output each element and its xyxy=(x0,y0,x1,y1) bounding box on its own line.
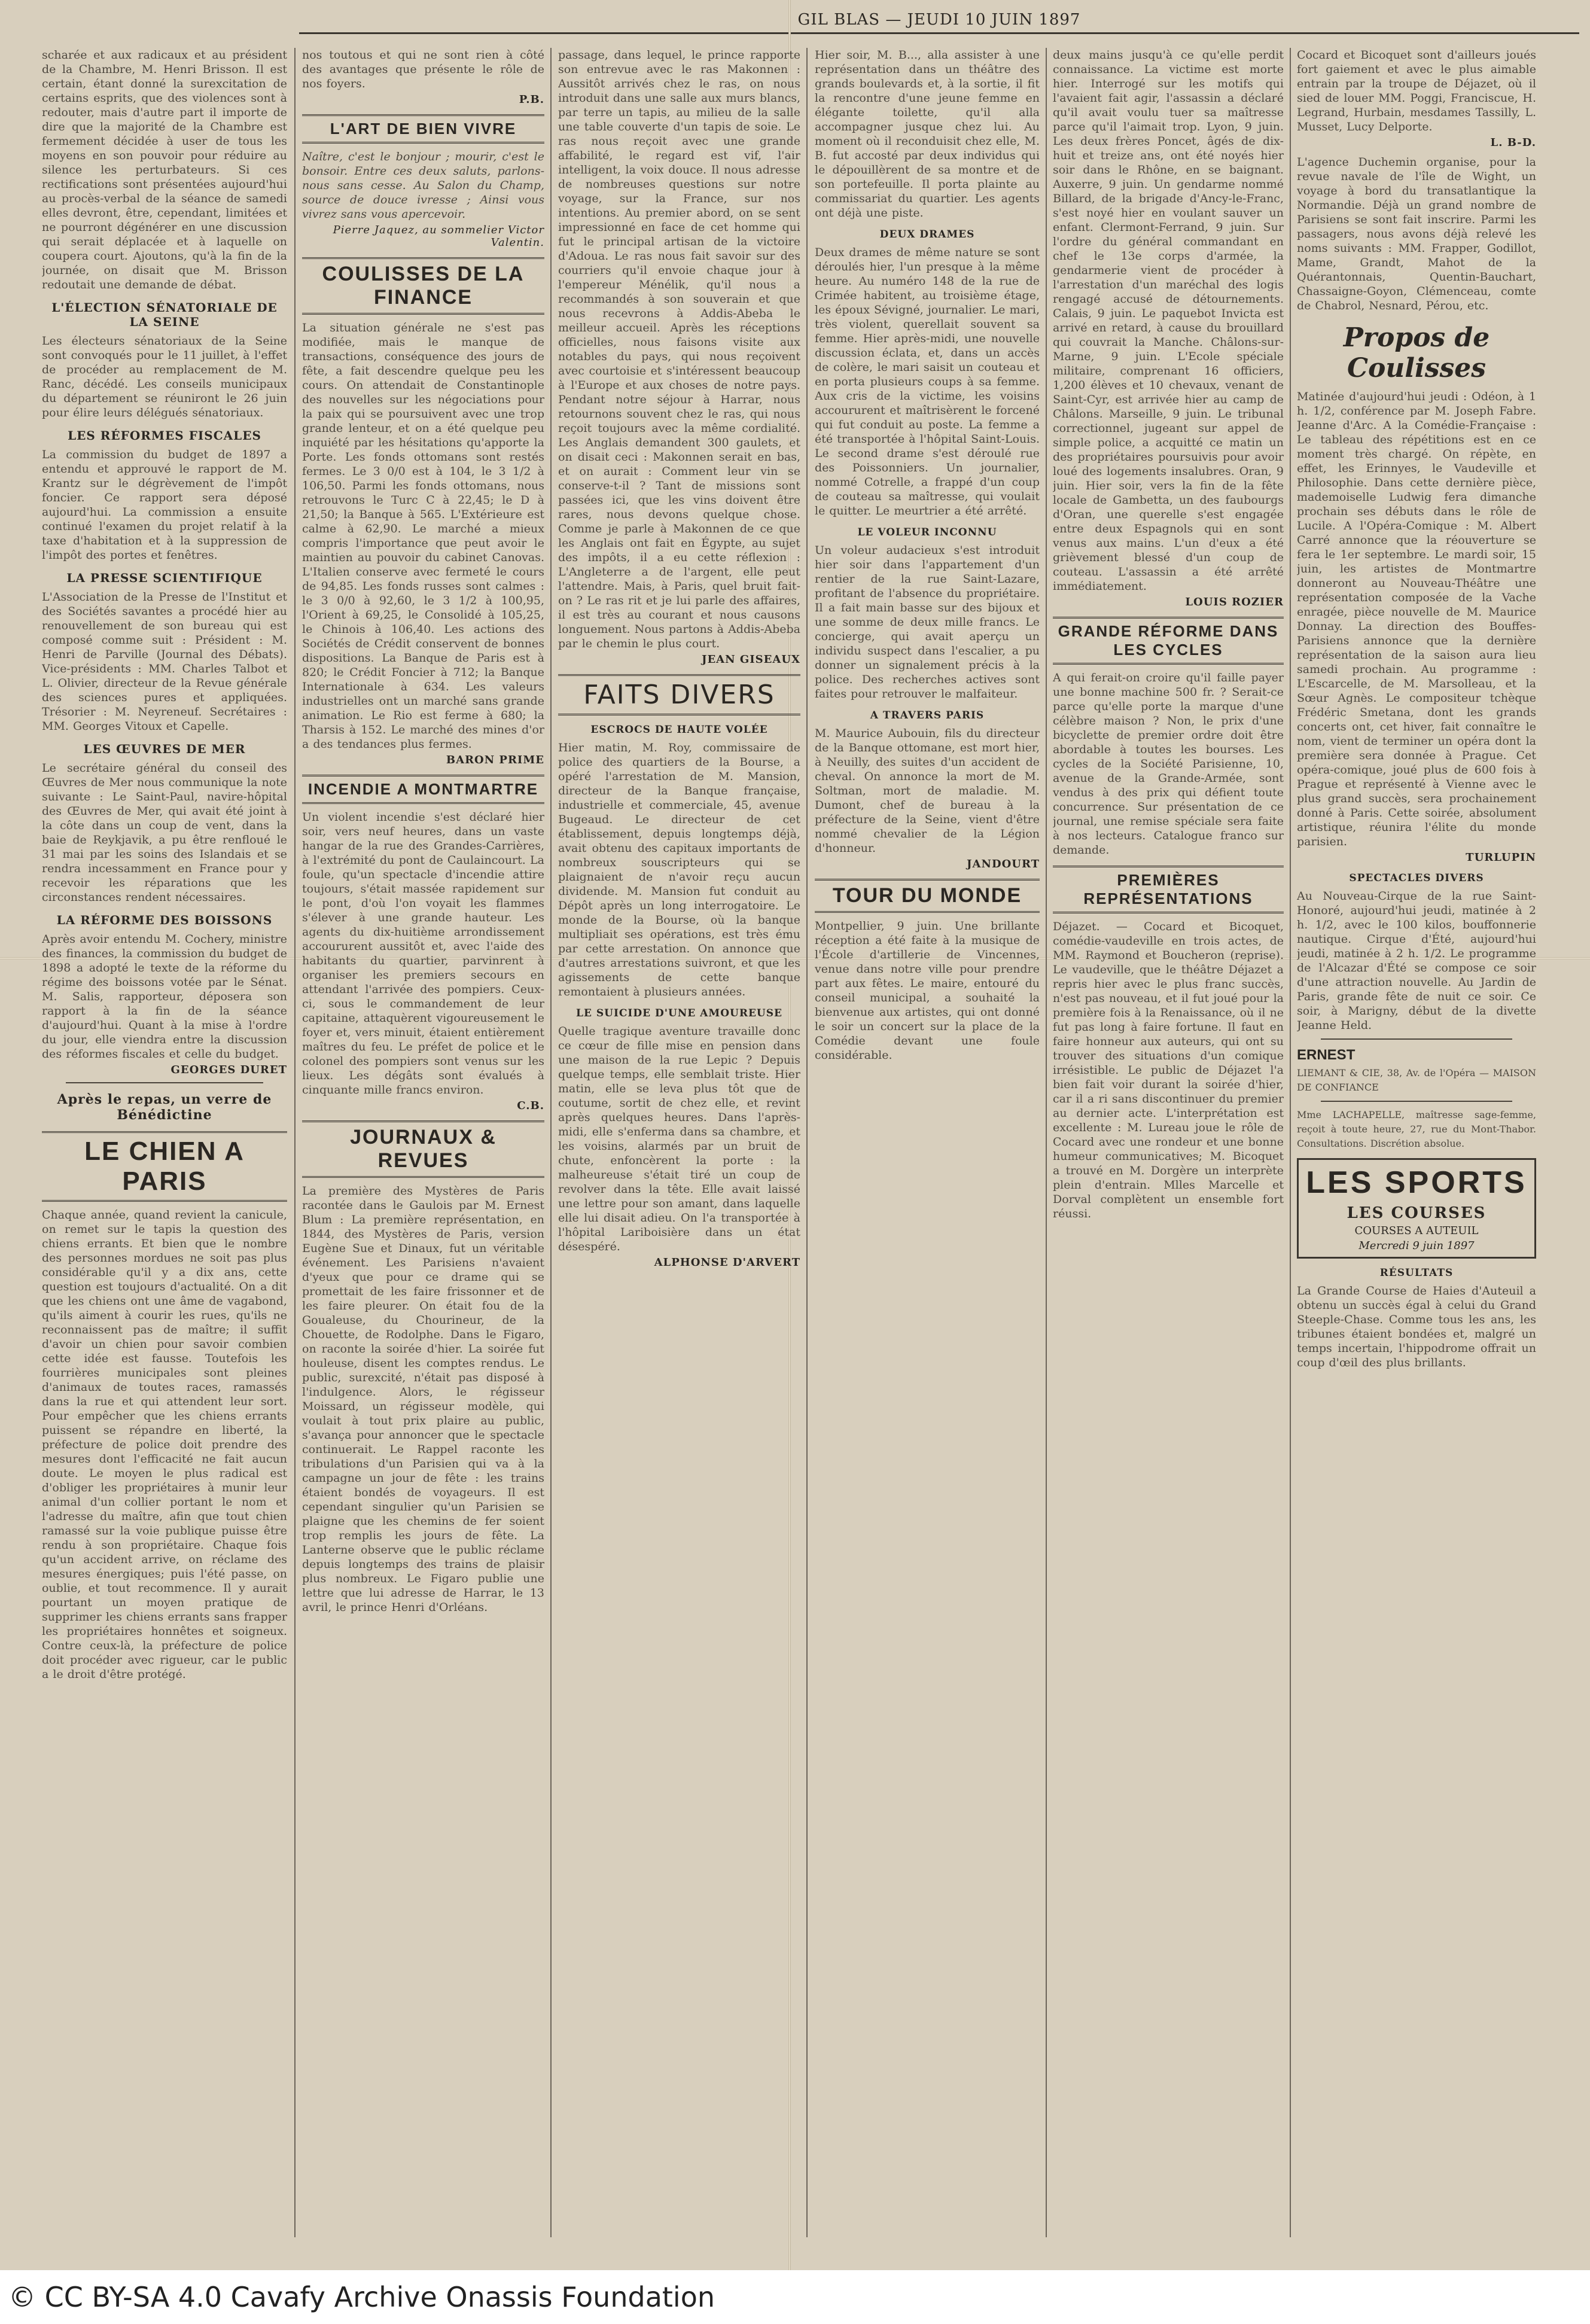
article-headline: COULISSES DE LA FINANCE xyxy=(302,257,544,315)
column-2 xyxy=(302,48,544,2249)
section-subhead: LE VOLEUR INCONNU xyxy=(857,526,997,538)
article-headline: Propos de Coulisses xyxy=(1343,322,1490,383)
running-head: GIL BLAS — JEUDI 10 JUIN 1897 xyxy=(299,11,1579,34)
column-6 xyxy=(1297,48,1536,2249)
article-headline: GRANDE RÉFORME DANS LES CYCLES xyxy=(1053,617,1284,665)
article-text: Quelle tragique aventure travaille donc ce cœur de fille mise en pension dans une maison de la rue Lepic ? Depuis quelque temps, elle semblait triste. Hier matin, elle se leva plus tôt que de coutume, sortit de chez elle, et revint après quelques heures. Dans l'après-midi, elle s'enferma dans sa chambre, et les voisins, alarmés par un bruit de chute, enfoncèrent la porte : la malheureuse s'était tiré un coup de revolver dans la tête. Elle avait laissé une lettre pour son amant, dans laquelle elle lui disait adieu. On l'a transportée à l'hôpital Lariboisière dans un état désespéré. xyxy=(558,1025,800,1253)
article-text: Après avoir entendu M. Cochery, ministre des finances, la commission du budget de 1898 a adopté le texte de la réforme du régime des boissons votée par le Sénat. M. Salis, rapporteur, déposera son rapport à la fin de la séance d'aujourd'hui. Quant à la mise à l'ordre du jour, elle viendra entre la discussion des réformes fiscales et celle du budget. xyxy=(42,933,287,1061)
article-text: scharée et aux radicaux et au président de la Chambre, M. Henri Brisson. Il est certain, étant donné la surexcitation de certains esprits, que des violences sont à redouter, mais d'autre part il importe de dire que la majorité de la Chambre est fermement décidée à user de tous les moyens en son pouvoir pour réduire au silence les perturbateurs. Si ces rectifications sont présentées aujourd'hui au procès-verbal de la séance de samedi elles devront, être, cependant, limitées et ne pourront dégénérer en une discussion qui serait déplacée et à laquelle on coupera court. Ajoutons, qu'à la fin de la journée, on disait que M. Brisson redoutait une demande de débat. xyxy=(42,48,287,291)
article-headline: FAITS DIVERS xyxy=(558,674,800,715)
section-subhead: LES RÉFORMES FISCALES xyxy=(68,428,261,443)
column-rule xyxy=(1046,48,1047,2237)
section-subhead: LA PRESSE SCIENTIFIQUE xyxy=(66,571,263,585)
article-text: La commission du budget de 1897 a entendu et approuvé le rapport de M. Krantz sur le dégrèvement de l'impôt foncier. Ce rapport sera déposé aujourd'hui. La commission a ensuite continué l'examen du projet relatif à la taxe d'habitation et à la suppression de l'impôt des portes et fenêtres. xyxy=(42,448,287,562)
author-signature: P.B. xyxy=(519,93,544,106)
author-signature: TURLUPIN xyxy=(1466,851,1536,864)
author-signature: C.B. xyxy=(517,1099,544,1112)
article-text: Le secrétaire général du conseil des Œuvres de Mer nous communique la note suivante : Le Saint-Paul, navire-hôpital des Œuvres de Mer, qui avait été joint à la côte dans un coup de vent, dans la baie de Reykjavik, a pu être renfloué le 31 mai par les soins des Islandais et se rendra incessamment en France pour y recevoir les réparations que les circonstances rendent nécessaires. xyxy=(42,762,287,904)
article-text: deux mains jusqu'à ce qu'elle perdit connaissance. La victime est morte hier. Interrogé sur les motifs qui l'avaient fait agir, l'assassin a déclaré qu'il avait voulu tuer sa maîtresse parce qu'il l'aimait trop. Lyon, 9 juin. Les deux frères Poncet, âgés de dix-huit et treize ans, ont été noyés hier soir dans le Rhône, en se baignant. Auxerre, 9 juin. Un gendarme nommé Billard, de la brigade d'Ancy-le-Franc, s'est noyé hier en voulant sauver un enfant. Clermont-Ferrand, 9 juin. Sur l'ordre du général commandant en chef le 13e corps d'armée, la gendarmerie vient de procéder à l'arrestation d'un maréchal des logis rengagé accusé de détournements. Calais, 9 juin. Le paquebot Invicta est arrivé en retard, à cause du brouillard qui couvrait la Manche. Châlons-sur-Marne, 9 juin. L'Ecole spéciale militaire, comprenant 16 officiers, 1,200 élèves et 10 chevaux, venant de Saint-Cyr, est arrivée hier au camp de Châlons. Marseille, 9 juin. Le tribunal correctionnel, jugeant sur appel de simple police, a acquitté ce matin un des propriétaires poursuivis pour avoir loué des logements insalubres. Oran, 9 juin. Hier soir, vers la fin de la fête locale de Gambetta, un des faubourgs d'Oran, une querelle s'est engagée entre deux Espagnols qui en sont venus aux mains. L'un d'eux a été grièvement blessé d'un coup de couteau. L'assassin a été arrêté immédiatement. xyxy=(1053,48,1284,593)
article-text: Hier matin, M. Roy, commissaire de police des quartiers de la Bourse, a opéré l'arrestation de M. Mansion, directeur de la Banque française, industrielle et commerciale, 45, avenue Bugeaud. Le directeur de cet établissement, depuis longtemps déjà, avait obtenu des capitaux importants de nombreux souscripteurs qui se plaignaient de n'avoir reçu aucun dividende. M. Mansion fut conduit au Dépôt après un long interrogatoire. Le monde de la Bourse, où la banque multipliait ses opérations, est très ému par cette arrestation. On annonce que d'autres arrestations suivront, et que les agissements de cette banque remontaient à plusieurs années. xyxy=(558,741,800,998)
author-signature: ALPHONSE D'ARVERT xyxy=(654,1256,800,1269)
article-text: L'agence Duchemin organise, pour la revue navale de l'île de Wight, un voyage à bord du transatlantique la Normandie. Déjà un grand nombre de Parisiens se sont fait inscrire. Parmi les passagers, nous avons déjà relevé les noms suivants : MM. Frapper, Godillot, Mame, Grandt, Mahot de la Quérantonnais, Quentin-Bauchart, Chassaigne-Goyon, Clémenceau, comte de Chabrol, Nesnard, Pérou, etc. xyxy=(1297,156,1536,312)
divider xyxy=(1321,1038,1512,1040)
section-subhead: LA RÉFORME DES BOISSONS xyxy=(56,913,273,927)
section-subhead: A TRAVERS PARIS xyxy=(870,709,985,721)
divider xyxy=(66,1082,263,1083)
article-headline: INCENDIE A MONTMARTRE xyxy=(302,775,544,804)
article-text: Déjazet. — Cocard et Bicoquet, comédie-vaudeville en trois actes, de MM. Raymond et Boucheron (reprise). Le vaudeville, que le théâtre Déjazet a repris hier avec le plus franc succès, n'est pas nouveau, et il fut joué pour la première fois à la Renaissance, où il ne fut pas long à faire fortune. Il faut en faire honneur aux auteurs, qui ont su trouver des situations d'un comique irrésistible. Le public de Déjazet l'a bien fait voir durant la soirée d'hier, car il a ri sans discontinuer du premier au dernier acte. L'interprétation est excellente : M. Lureau joue le rôle de Cocard avec une rondeur et une bonne humeur communicatives; M. Bicoquet a trouvé en M. Dorgère un interprète plein d'entrain. Mlles Marcelle et Dorval complètent un ensemble fort réussi. xyxy=(1053,920,1284,1220)
article-text: Un violent incendie s'est déclaré hier soir, vers neuf heures, dans un vaste hangar de la rue des Grandes-Carrières, à l'extrémité du pont de Caulaincourt. La foule, qu'un spectacle d'incendie attire toujours, s'était massée rapidement sur le pont, d'où l'on voyait les flammes s'élever à une grande hauteur. Les agents du dix-huitième arrondissement accoururent aussitôt et, avec l'aide des habitants du quartier, parvinrent à organiser les premiers secours en attendant l'arrivée des pompiers. Ceux-ci, sous le commandement de leur capitaine, attaquèrent vigoureusement le foyer et, vers minuit, étaient entièrement maîtres du feu. Le préfet de police et le colonel des pompiers sont venus sur les lieux. Les dégâts sont évalués à cinquante mille francs environ. xyxy=(302,811,544,1096)
section-subhead: ESCROCS DE HAUTE VOLÉE xyxy=(590,724,768,736)
author-signature: JEAN GISEAUX xyxy=(701,653,800,666)
article-headline: PREMIÈRES REPRÉSENTATIONS xyxy=(1053,866,1284,913)
advertisement-tagline: Après le repas, un verre de Bénédictine xyxy=(57,1092,272,1123)
article-text: La situation générale ne s'est pas modifiée, mais le manque de transactions, conséquence des jours de fête, a fait descendre quelque peu les cours. On attendait de Constantinople des nouvelles sur les négociations pour la paix qui se poursuivent avec une trop grande lenteur, et on a été quelque peu inquiété par les hésitations qu'apporte la Porte. Les fonds ottomans sont restés fermes. Le 3 0/0 est à 104, le 3 1/2 à 106,50. Parmi les fonds ottomans, nous retrouvons le Turc C à 22,45; le D à 21,50; la Banque à 565. L'Extérieure est calme à 62,90. Le marché a mieux compris l'importance que peut avoir le maintien au pouvoir du cabinet Canovas. L'Italien conserve avec fermeté le cours de 94,85. Les fonds russes sont calmes : le 3 0/0 à 92,60, le 3 1/2 à 100,95, l'Orient à 69,25, le Consolidé à 105,25, le Chinois à 106,40. Les actions des Sociétés de Crédit conservent de bonnes dispositions. La Banque de Paris est à 820; le Crédit Foncier à 712; la Banque Internationale à 634. Les valeurs industrielles ont un marché sans grande animation. Le Rio est ferme à 680; la Tharsis à 152. Le marché des mines d'or a des tendances plus fermes. xyxy=(302,321,544,751)
article-text: passage, dans lequel, le prince rapporte son entrevue avec le ras Makonnen : Aussitôt arrivés chez le ras, on nous introduit dans une salle aux murs blancs, par terre un tapis, au milieu de la salle une table couverte d'un tapis de soie. Le ras nous reçoit avec une grande affabilité, le regard est vif, l'air intelligent, la voix douce. Il nous adresse de nombreuses questions sur notre voyage, sur la France, sur nos intentions. Au premier abord, on se sent impressionné en face de cet homme qui fut le principal artisan de la victoire d'Adoua. Le ras nous fait savoir sur des courriers qu'il envoie chaque jour à l'empereur Ménélik, qu'il nous a recommandés à son souverain et que nous recevrons à Addis-Abeba le meilleur accueil. Après les réceptions officielles, nous faisons visite aux notables du pays, qui nous reçoivent avec courtoisie et s'intéressent beaucoup à l'Europe et aux choses de notre pays. Pendant notre séjour à Harrar, nous retournons souvent chez le ras, qui nous reçoit toujours avec la même cordialité. Les Anglais demandent 300 gaulets, et on disait ceci : Makonnen serait en bas, et on aurait : Comment leur vin se conserve-t-il ? Tant de missions sont passées ici, que les vins doivent être rares, nous devons quelque chose. Comme je parle à Makonnen de ce que les Anglais ont fait en Égypte, au sujet des impôts, il a eu cette réflexion : L'Angleterre a de l'argent, elle peut l'attendre. Mais, à Paris, quel bruit fait-on ? Le ras rit et je lui parle des affaires, il est très au courant et nous causons longuement. Nous partons à Addis-Abeba par le chemin le plus court. xyxy=(558,48,800,650)
article-text: Les électeurs sénatoriaux de la Seine sont convoqués pour le 11 juillet, à l'effet de procéder au remplacement de M. Ranc, décédé. Les conseils municipaux du département se réuniront le 26 juin pour élire leurs délégués sénatoriaux. xyxy=(42,334,287,419)
divider xyxy=(1321,1101,1512,1102)
author-signature: GEORGES DURET xyxy=(170,1064,287,1076)
column-3 xyxy=(558,48,800,2249)
article-headline: LE CHIEN A PARIS xyxy=(42,1131,287,1202)
section-subhead: SPECTACLES DIVERS xyxy=(1349,872,1484,884)
article-text: La première des Mystères de Paris racontée dans le Gaulois par M. Ernest Blum : La première représentation, en 1844, des Mystères de Paris, version Eugène Sue et Dinaux, fut un véritable événement. Les Parisiens n'avaient d'yeux que pour ce drame qui se promettait de les faire frissonner et de les faire pleurer. On était fou de la Goualeuse, du Chourineur, de la Chouette, de Rodolphe. Dans le Figaro, on raconte la soirée d'hier. La soirée fut houleuse, disent les comptes rendus. Le public, surexcité, n'était pas disposé à l'indulgence. Alors, le régisseur Moissard, un régisseur modèle, qui voulait à tout prix plaire au public, s'avança pour annoncer que le spectacle continuerait. Le Rappel raconte les tribulations d'un Parisien qui va à la campagne un jour de fête : les trains étaient bondés de voyageurs. Il est cependant singulier qu'un Parisien se plaigne que les chemins de fer soient trop remplis les jours de fête. La Lanterne observe que le public réclame depuis longtemps des trains de plaisir plus nombreux. Le Figaro publie une lettre que lui adresse de Harrar, le 13 avril, le prince Henri d'Orléans. xyxy=(302,1184,544,1614)
section-subhead: RÉSULTATS xyxy=(1379,1267,1454,1279)
column-rule xyxy=(550,48,552,2237)
article-text: Cocard et Bicoquet sont d'ailleurs joués fort gaiement et avec le plus aimable entrain par la troupe de Déjazet, où il sied de louer MM. Poggi, Franciscue, H. Legrand, Hurbain, mesdames Tassilly, L. Musset, Lucy Delporte. xyxy=(1297,48,1536,133)
article-headline: L'ART DE BIEN VIVRE xyxy=(302,114,544,144)
column-5 xyxy=(1053,48,1284,2249)
advertisement-text: Mme LACHAPELLE, maîtresse sage-femme, reçoit à toute heure, 27, rue du Mont-Thabor. Consultations. Discrétion absolue. xyxy=(1297,1109,1536,1149)
article-text: Montpellier, 9 juin. Une brillante réception a été faite à la musique de l'École d'artillerie de Vincennes, venue dans notre ville pour prendre part aux fêtes. Le maire, entouré du conseil municipal, a souhaité la bienvenue aux artistes, qui ont donné le soir un concert sur la place de la Comédie devant une foule considérable. xyxy=(815,919,1040,1062)
advertisement-text: LIEMANT & CIE, 38, Av. de l'Opéra — MAISON DE CONFIANCE xyxy=(1297,1067,1536,1093)
author-signature: JANDOURT xyxy=(967,858,1040,870)
column-rule xyxy=(806,48,808,2237)
article-text: Matinée d'aujourd'hui jeudi : Odéon, à 1 h. 1/2, conférence par M. Joseph Fabre. Jeanne d'Arc. A la Comédie-Française : Le tableau des répétitions est en ce moment très chargé. On répète, en effet, les Erinnyes, le Vaudeville et Philosophie. Dans cette dernière pièce, mademoiselle Ludwig fera dimanche prochain ses débuts dans le rôle de Lucile. A l'Opéra-Comique : M. Albert Carré annonce que la réouverture se fera le 1er septembre. Le mardi soir, 15 juin, les artistes de Montmartre donneront au Nouveau-Théâtre une représentation composée de la Vache enragée, pièce nouvelle de M. Maurice Donnay. La direction des Bouffes-Parisiens annonce que la dernière représentation de la saison aura lieu samedi prochain. Au programme : L'Escarcelle, de M. Marsolleau, et la Sœur Agnès. Le compositeur tchèque Frédéric Smetana, dont les grands concerts ont, cet hiver, fait connaître le nom, vient de terminer un opéra dont la première sera donnée à Prague. Cet opéra-comique, joué plus de 600 fois à Prague et représenté à Vienne avec le plus grand succès, sera prochainement donné à Paris. Cette soirée, absolument artistique, réunira l'élite du monde parisien. xyxy=(1297,390,1536,848)
article-text: M. Maurice Aubouin, fils du directeur de la Banque ottomane, est mort hier, à Neuilly, des suites d'un accident de cheval. On annonce la mort de M. Soltman, mort de maladie. M. Dumont, chef de bureau à la préfecture de la Seine, vient d'être nommé chevalier de la Légion d'honneur. xyxy=(815,727,1040,855)
article-text: Hier soir, M. B..., alla assister à une représentation dans un théâtre des grands boulevards et, à la sortie, il fit la rencontre d'une jeune femme en élégante toilette, qu'il alla accompagner jusque chez lui. Au moment où il reconduisit chez elle, M. B. fut accosté par deux individus qui le dépouillèrent de sa montre et de son portefeuille. Il porta plainte au commissariat du quartier. Les agents ont déjà une piste. xyxy=(815,48,1040,220)
section-subhead: LES ŒUVRES DE MER xyxy=(83,742,246,756)
article-text: nos toutous et qui ne sont rien à côté des avantages que présente le rôle de nos foyers. xyxy=(302,48,544,90)
article-text: Chaque année, quand revient la canicule, on remet sur le tapis la question des chiens errants. Et bien que le nombre des personnes mordues ne soit pas plus considérable qu'il y a dix ans, cette question est toujours d'actualité. On a dit que les chiens ont une âme de vagabond, qu'ils aiment à courir les rues, qu'ils ne reconnaissent pas de maître; il suffit d'avoir un chien pour savoir combien cette idée est fausse. Toutefois les fourrières municipales sont pleines d'animaux de toutes races, ramassés dans la rue et qui attendent leur sort. Pour empêcher que les chiens errants puissent se répandre en liberté, la préfecture de police doit prendre des mesures dont l'efficacité ne fait aucun doute. Le moyen le plus radical est d'obliger les propriétaires à munir leur animal d'un collier portant le nom et l'adresse du maître, afin que tout chien ramassé sur la voie publique puisse être rendu à son propriétaire. Chaque fois qu'un accident arrive, on réclame des mesures énergiques; puis l'été passe, on oublie, et tout recommence. Il y aurait pourtant un moyen pratique de supprimer les chiens errants sans frapper les propriétaires honnêtes et soigneux. Contre ceux-là, la préfecture de police doit procéder avec rigueur, car le public a le droit d'être protégé. xyxy=(42,1208,287,1681)
author-signature: Pierre Jaquez, au sommelier Victor Valentin. xyxy=(333,224,544,249)
section-subhead: LE SUICIDE D'UNE AMOUREUSE xyxy=(576,1007,782,1019)
column-4 xyxy=(815,48,1040,2249)
article-text: La Grande Course de Haies d'Auteuil a obtenu un succès égal à celui du Grand Steeple-Chase. Comme tous les ans, les tribunes étaient bondées et, malgré un temps incertain, l'hippodrome offrait un coup d'œil des plus brillants. xyxy=(1297,1284,1536,1369)
article-text: Deux drames de même nature se sont déroulés hier, l'un presque à la même heure. Au numéro 148 de la rue de Crimée habitent, au troisième étage, les époux Sévigné, journalier. Le mari, très violent, querellait souvent sa femme. Hier après-midi, une nouvelle discussion éclata, et, dans un accès de colère, le mari saisit un couteau et en porta plusieurs coups à sa femme. Aux cris de la victime, les voisins accoururent et maîtrisèrent le forcené qui fut conduit au poste. La femme a été transportée à l'hôpital Saint-Louis. Le second drame s'est déroulé rue des Poissonniers. Un journalier, nommé Cotrelle, a frappé d'un coup de couteau sa maîtresse, qui voulait le quitter. Le meurtrier a été arrêté. xyxy=(815,246,1040,517)
poem-text: Naître, c'est le bonjour ; mourir, c'est le bonsoir. Entre ces deux saluts, parlons-nous sans cesse. Au Salon du Champ, source de douce ivresse ; Ainsi vous vivrez sans vous apercevoir. xyxy=(302,150,544,221)
sports-date: Mercredi 9 juin 1897 xyxy=(1358,1239,1475,1252)
sports-title: LES SPORTS xyxy=(1306,1165,1527,1200)
article-text: Un voleur audacieux s'est introduit hier soir dans l'appartement d'un rentier de la rue Saint-Lazare, profitant de l'absence du propriétaire. Il a fait main basse sur des bijoux et une somme de deux mille francs. Le concierge, qui avait aperçu un individu suspect dans l'escalier, a pu donner un signalement précis à la police. Des recherches actives sont faites pour retrouver le malfaiteur. xyxy=(815,544,1040,700)
author-signature: LOUIS ROZIER xyxy=(1185,596,1284,608)
copyright-credit: © CC BY-SA 4.0 Cavafy Archive Onassis Foundation xyxy=(8,2281,715,2313)
article-text: L'Association de la Presse de l'Institut et des Sociétés savantes a procédé hier au renouvellement de son bureau qui est composé comme suit : Président : M. Henri de Parville (Journal des Débats). Vice-présidents : MM. Charles Talbot et L. Olivier, directeur de la Revue générale des sciences pures et appliquées. Trésorier : M. Neyreneuf. Secrétaires : MM. Georges Vitoux et Capelle. xyxy=(42,590,287,733)
column-rule xyxy=(1290,48,1291,2237)
article-headline: JOURNAUX & REVUES xyxy=(302,1120,544,1178)
author-signature: BARON PRIME xyxy=(446,754,544,766)
footer-bar xyxy=(0,2270,1590,2324)
sports-section-box xyxy=(1297,1158,1536,1259)
section-subhead: L'ÉLECTION SÉNATORIALE DE LA SEINE xyxy=(51,300,278,329)
article-headline: TOUR DU MONDE xyxy=(815,879,1040,913)
section-subhead: DEUX DRAMES xyxy=(879,229,975,240)
sports-subtitle: LES COURSES xyxy=(1347,1204,1487,1222)
column-1 xyxy=(42,48,287,2249)
sports-venue: COURSES A AUTEUIL xyxy=(1354,1225,1479,1237)
article-text: A qui ferait-on croire qu'il faille payer une bonne machine 500 fr. ? Serait-ce parce qu'elle porte la marque d'une célèbre maison ? Non, le prix d'une bicyclette de premier ordre doit être abordable à toutes les bourses. Les cycles de la Société Parisienne, 10, avenue de la Grande-Armée, sont vendus à des prix qui défient toute concurrence. Sur présentation de ce journal, une remise spéciale sera faite à nos lecteurs. Catalogue franco sur demande. xyxy=(1053,671,1284,857)
advertisement-name: ERNEST xyxy=(1297,1047,1356,1063)
article-text: Au Nouveau-Cirque de la rue Saint-Honoré, aujourd'hui jeudi, matinée à 2 h. 1/2, avec le 100 kilos, bouffonnerie nautique. Cirque d'Été, aujourd'hui jeudi, matinée à 2 h. 1/2. Le programme de l'Alcazar d'Été se compose ce soir d'une attraction nouvelle. Au Jardin de Paris, grande fête de nuit ce soir. Ce soir, à Marigny, début de la divette Jeanne Held. xyxy=(1297,890,1536,1032)
column-rule xyxy=(294,48,296,2237)
author-signature: L. B-D. xyxy=(1490,136,1536,149)
